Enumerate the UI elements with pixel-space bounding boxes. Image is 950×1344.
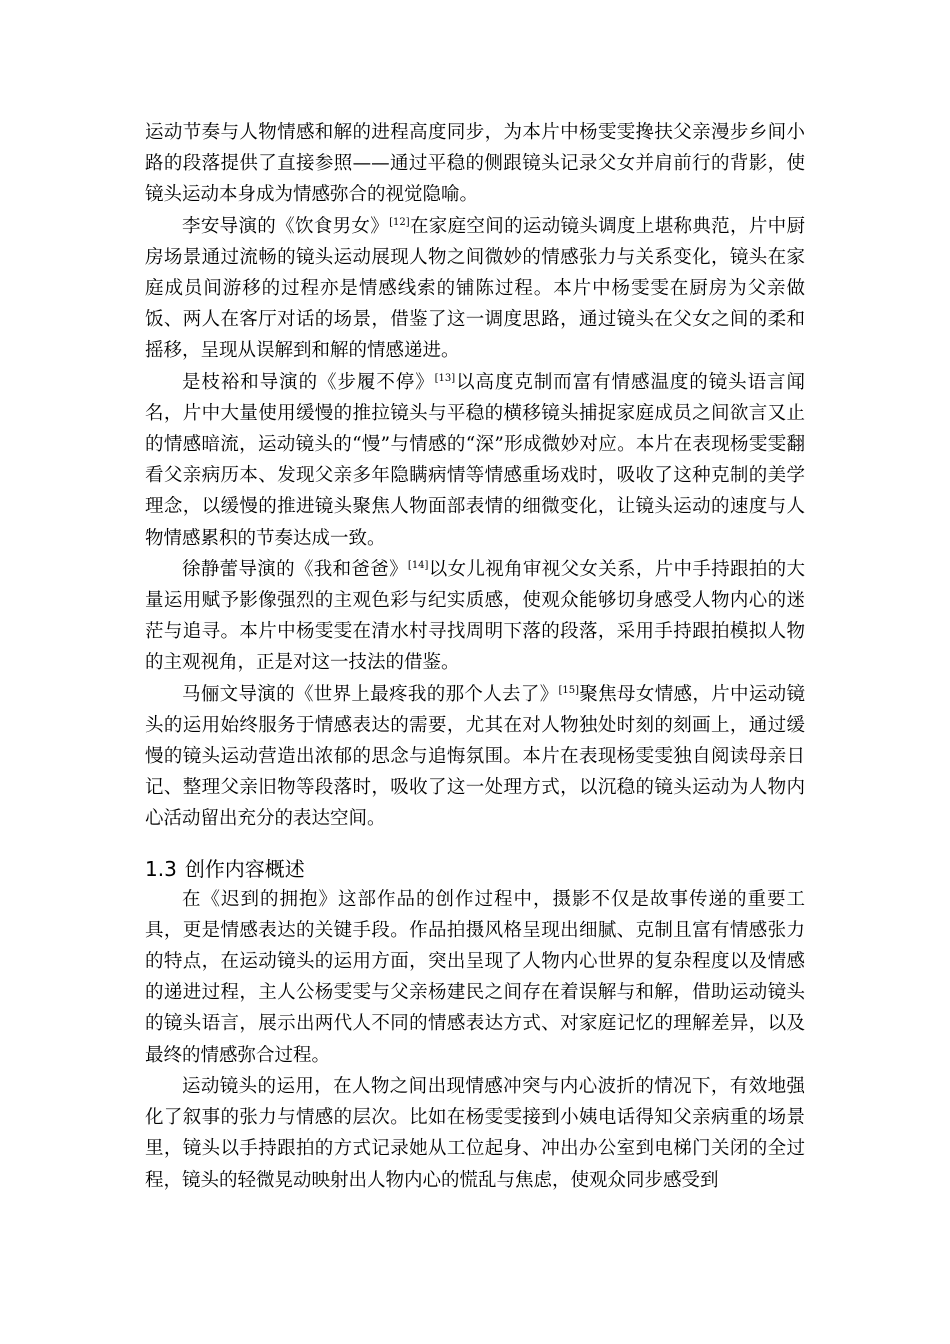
paragraph-text: 聚焦母女情感，片中运动镜头的运用始终服务于情感表达的需要，尤其在对人物独处时刻的刻画上，通过缓慢的镜头运动营造出浓郁的思念与追悔氛围。本片在表现杨雯雯独自阅读母亲日记、整理父亲旧物等段落时，吸收了这一处理方式，以沉稳的镜头运动为人物内心活动留出充分的表达空间。 [145,683,805,830]
body-text-bottom [145,884,805,1196]
paragraph-text: 徐静蕾导演的《我和爸爸》 [182,558,408,580]
citation-ref: [15] [558,684,580,696]
section-title: 创作内容概述 [184,856,305,881]
paragraph-text: 以女儿视角审视父女关系，片中手持跟拍的大量运用赋予影像强烈的主观色彩与纪实质感，使观众能够切身感受人物内心的迷茫与追寻。本片中杨雯雯在清水村寻找周明下落的段落，采用手持跟拍模拟人物的主观视角，正是对这一技法的借鉴。 [145,558,805,674]
paragraph [145,679,805,835]
paragraph [145,117,805,211]
paragraph [145,367,805,554]
paragraph [145,884,805,1071]
paragraph [145,1071,805,1196]
paragraph-text: 马俪文导演的《世界上最疼我的那个人去了》 [182,683,559,705]
paragraph [145,554,805,679]
paragraph-text: 在《迟到的拥抱》这部作品的创作过程中，摄影不仅是故事传递的重要工具，更是情感表达的关键手段。作品拍摄风格呈现出细腻、克制且富有情感张力的特点，在运动镜头的运用方面，突出呈现了人物内心世界的复杂程度以及情感的递进过程，主人公杨雯雯与父亲杨建民之间存在着误解与和解，借助运动镜头的镜头语言，展示出两代人不同的情感表达方式、对家庭记忆的理解差异，以及最终的情感弥合过程。 [145,888,805,1066]
document-page [145,117,805,1196]
citation-ref: [13] [434,372,456,384]
section-number: 1.3 [145,856,177,881]
body-text-top [145,117,805,835]
citation-ref: [14] [407,559,429,571]
paragraph-text: 运动镜头的运用，在人物之间出现情感冲突与内心波折的情况下，有效地强化了叙事的张力与情感的层次。比如在杨雯雯接到小姨电话得知父亲病重的场景里，镜头以手持跟拍的方式记录她从工位起身、冲出办公室到电梯门关闭的全过程，镜头的轻微晃动映射出人物内心的慌乱与焦虑，使观众同步感受到 [145,1075,805,1191]
paragraph-text: 在家庭空间的运动镜头调度上堪称典范，片中厨房场景通过流畅的镜头运动展现人物之间微妙的情感张力与关系变化，镜头在家庭成员间游移的过程亦是情感线索的铺陈过程。本片中杨雯雯在厨房为父亲做饭、两人在客厅对话的场景，借鉴了这一调度思路，通过镜头在父女之间的柔和摇移，呈现从误解到和解的情感递进。 [145,215,805,362]
paragraph-text: 是枝裕和导演的《步履不停》 [182,371,435,393]
section-heading [145,855,805,884]
paragraph [145,211,805,367]
paragraph-text: 以高度克制而富有情感温度的镜头语言闻名，片中大量使用缓慢的推拉镜头与平稳的横移镜头捕捉家庭成员之间欲言又止的情感暗流，运动镜头的“慢”与情感的“深”形成微妙对应。本片在表现杨雯雯翻看父亲病历本、发现父亲多年隐瞒病情等情感重场戏时，吸收了这种克制的美学理念，以缓慢的推进镜头聚焦人物面部表情的细微变化，让镜头运动的速度与人物情感累积的节奏达成一致。 [145,371,805,549]
paragraph-text: 运动节奏与人物情感和解的进程高度同步，为本片中杨雯雯搀扶父亲漫步乡间小路的段落提供了直接参照——通过平稳的侧跟镜头记录父女并肩前行的背影，使镜头运动本身成为情感弥合的视觉隐喻。 [145,122,805,206]
paragraph-text: 李安导演的《饮食男女》 [182,215,390,237]
citation-ref: [12] [389,216,410,228]
